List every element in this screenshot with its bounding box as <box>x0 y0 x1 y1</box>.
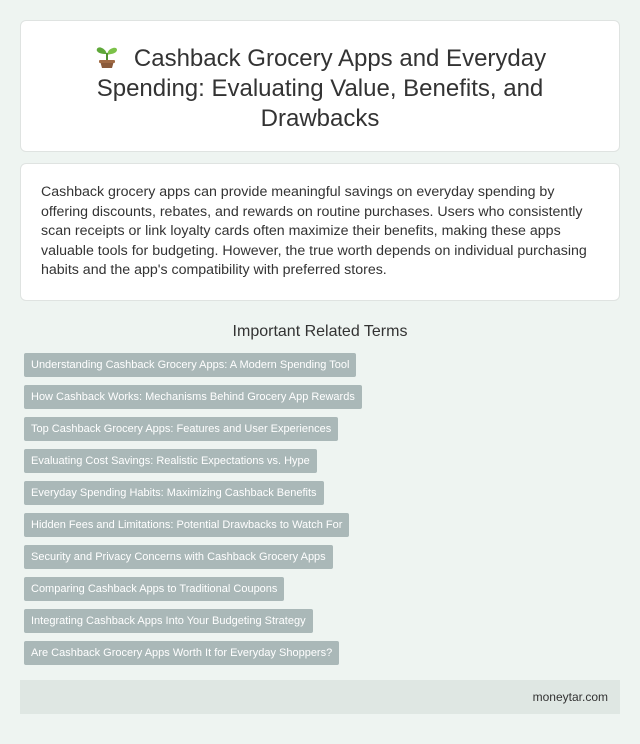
related-term-tag[interactable]: Everyday Spending Habits: Maximizing Cashback Benefits <box>24 481 324 505</box>
related-term-tag[interactable]: How Cashback Works: Mechanisms Behind Grocery App Rewards <box>24 385 362 409</box>
related-term-tag[interactable]: Integrating Cashback Apps Into Your Budgeting Strategy <box>24 609 313 633</box>
title-card <box>20 20 620 152</box>
page-title-text: Cashback Grocery Apps and Everyday Spending: Evaluating Value, Benefits, and Drawbacks <box>96 45 547 132</box>
related-term-tag[interactable]: Hidden Fees and Limitations: Potential Drawbacks to Watch For <box>24 513 349 537</box>
related-term-tag[interactable]: Security and Privacy Concerns with Cashback Grocery Apps <box>24 545 333 569</box>
sprout-icon <box>94 43 120 69</box>
intro-card <box>20 163 620 301</box>
related-term-tag[interactable]: Understanding Cashback Grocery Apps: A Modern Spending Tool <box>24 353 356 377</box>
footer <box>20 680 620 714</box>
related-term-tag[interactable]: Top Cashback Grocery Apps: Features and User Experiences <box>24 417 338 441</box>
intro-text: Cashback grocery apps can provide meaningful savings on everyday spending by offering discounts, rebates, and rewards on routine purchases. Users who consistently scan receipts or link loyalty cards often maximize their benefits, making these apps valuable tools for budgeting. However, the true worth depends on individual purchasing habits and the app's compatibility with preferred stores. <box>41 184 587 278</box>
related-terms-heading: Important Related Terms <box>232 323 408 340</box>
related-term-tag[interactable]: Comparing Cashback Apps to Traditional Coupons <box>24 577 284 601</box>
related-term-tag[interactable]: Are Cashback Grocery Apps Worth It for Everyday Shoppers? <box>24 641 339 665</box>
footer-site-link[interactable]: moneytar.com <box>532 690 608 704</box>
related-term-tag[interactable]: Evaluating Cost Savings: Realistic Expectations vs. Hype <box>24 449 317 473</box>
related-terms-list <box>20 353 620 673</box>
page-title <box>57 43 583 134</box>
